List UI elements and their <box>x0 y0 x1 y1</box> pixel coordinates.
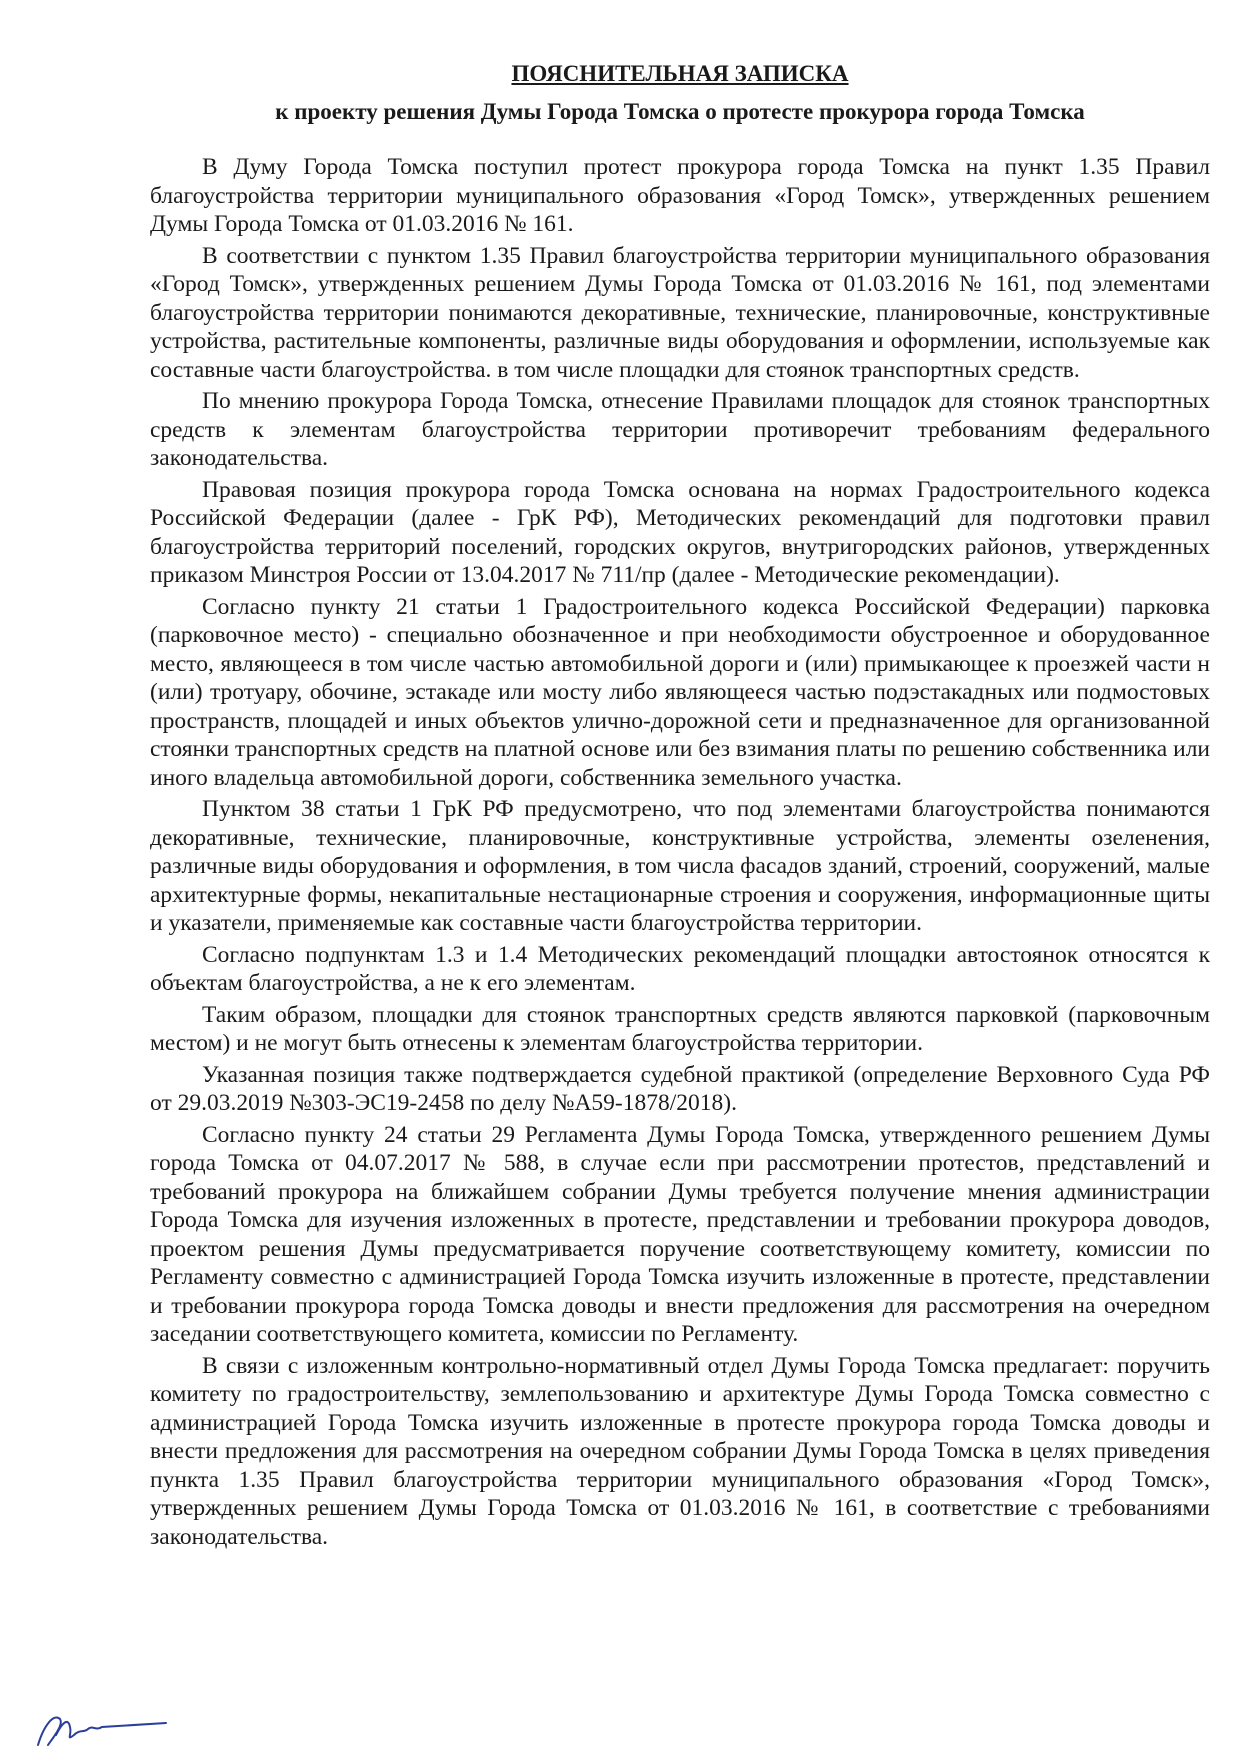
handwritten-signature <box>30 1705 170 1750</box>
paragraph-3: По мнению прокурора Города Томска, отнесение Правилами площадок для стоянок транспортных средств к элементам благоустройства территории противоречит требованиям федерального законодательства. <box>150 388 1210 472</box>
document-subtitle: к проекту решения Думы Города Томска о протесте прокурора города Томска <box>275 98 1085 124</box>
paragraph-8: Таким образом, площадки для стоянок транспортных средств являются парковкой (парковочным местом) и не могут быть отнесены к элементам благоустройства территории. <box>150 1001 1210 1057</box>
paragraph-4: Правовая позиция прокурора города Томска основана на нормах Градостроительного кодекса Российской Федерации (далее - ГрК РФ), Методических рекомендаций для подготовки правил благоустройства территорий поселений, городских округов, внутригородских районов, утвержденных приказом Минстроя России от 13.04.2017 № 711/пр (далее - Методические рекомендации). <box>150 476 1210 589</box>
paragraph-9: Указанная позиция также подтверждается судебной практикой (определение Верховного Суда РФ от 29.03.2019 №303-ЭС19-2458 по делу №А59-1878/2018). <box>150 1061 1210 1117</box>
paragraph-1: В Думу Города Томска поступил протест прокурора города Томска на пункт 1.35 Правил благоустройства территории муниципального образования «Город Томск», утвержденных решением Думы Города Томска от 01.03.2016 № 161. <box>150 154 1210 238</box>
paragraph-2: В соответствии с пунктом 1.35 Правил благоустройства территории муниципального образования «Город Томск», утвержденных решением Думы Города Томска от 01.03.2016 № 161, под элементами благоустройства территории понимаются декоративные, технические, планировочные, конструктивные устройства, растительные компоненты, различные виды оборудования и оформлении, используемые как составные части благоустройства. в том числе площадки для стоянок транспортных средств. <box>150 242 1210 383</box>
paragraph-5: Согласно пункту 21 статьи 1 Градостроительного кодекса Российской Федерации) парковка (парковочное место) - специально обозначенное и при необходимости обустроенное и оборудованное место, являющееся в том числе частью автомобильной дороги и (или) примыкающее к проезжей части н (или) тротуару, обочине, эстакаде или мосту либо являющееся частью подэстакадных или подмостовых пространств, площадей и иных объектов улично-дорожной сети и предназначенное для организованной стоянки транспортных средств на платной основе или без взимания платы по решению собственника или иного владельца автомобильной дороги, собственника земельного участка. <box>150 593 1210 791</box>
paragraph-10: Согласно пункту 24 статьи 29 Регламента Думы Города Томска, утвержденного решением Думы города Томска от 04.07.2017 № 588, в случае если при рассмотрении протестов, представлений и требований прокурора на ближайшем собрании Думы требуется получение мнения администрации Города Томска для изучения изложенных в протесте, представлении и требовании прокурора доводов, проектом решения Думы предусматривается поручение соответствующему комитету, комиссии по Регламенту совместно с администрацией Города Томска изучить изложенные в протесте, представлении и требовании прокурора города Томска доводы и внести предложения для рассмотрения на очередном заседании соответствующего комитета, комиссии по Регламенту. <box>150 1121 1210 1348</box>
paragraph-7: Согласно подпунктам 1.3 и 1.4 Методических рекомендаций площадки автостоянок относятся к объектам благоустройства, а не к его элементам. <box>150 941 1210 997</box>
document-page <box>150 60 1210 1554</box>
signature-stroke <box>38 1717 166 1745</box>
document-title: ПОЯСНИТЕЛЬНАЯ ЗАПИСКА <box>511 61 849 86</box>
paragraph-6: Пунктом 38 статьи 1 ГрК РФ предусмотрено, что под элементами благоустройства понимаются декоративные, технические, планировочные, конструктивные устройства, элементы озеленения, различные виды оборудования и оформления, в том числа фасадов зданий, строений, сооружений, малые архитектурные формы, некапитальные нестационарные строения и сооружения, информационные щиты и указатели, применяемые как составные части благоустройства территории. <box>150 796 1210 937</box>
paragraph-11: В связи с изложенным контрольно-нормативный отдел Думы Города Томска предлагает: поручить комитету по градостроительству, землепользованию и архитектуре Думы Города Томска совместно с администрацией Города Томска изучить изложенные в протесте прокурора города Томска доводы и внести предложения для рассмотрения на очередном собрании Думы Города Томска в целях приведения пункта 1.35 Правил благоустройства территории муниципального образования «Город Томск», утвержденных решением Думы Города Томска от 01.03.2016 № 161, в соответствие с требованиями законодательства. <box>150 1352 1210 1550</box>
